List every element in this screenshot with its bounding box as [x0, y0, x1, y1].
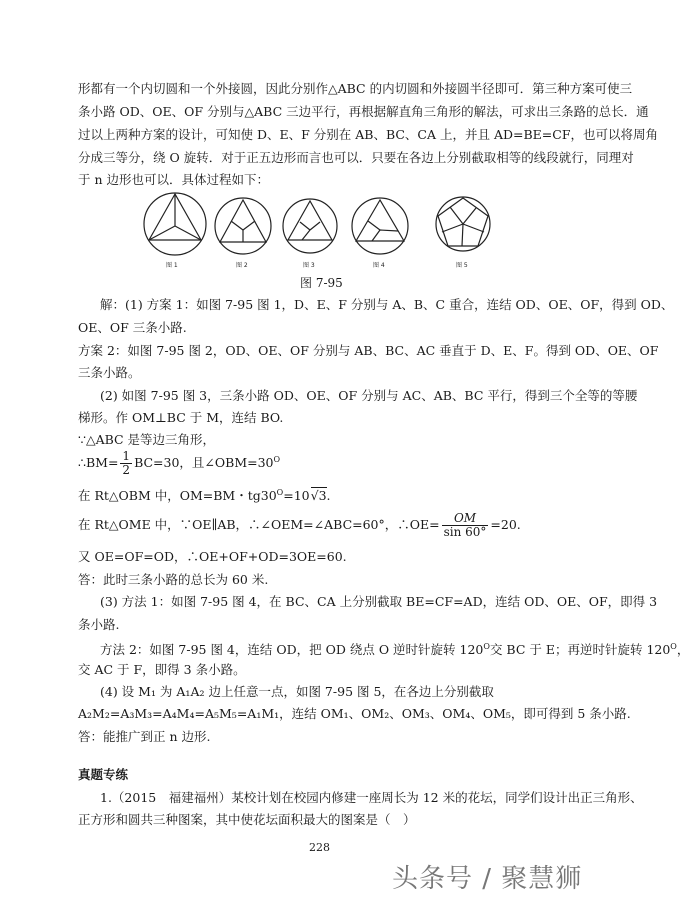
text-line: 1.（2015 福建福州）某校计划在校园内修建一座周长为 12 米的花坛，同学们设计出正三角形、 [100, 790, 643, 805]
text-line: 分成三等分，绕 O 旋转．对于正五边形而言也可以．只要在各边上分别截取相等的线段就行，同理对 [78, 150, 634, 165]
figure-1-label: 图 1 [166, 262, 178, 269]
figure-5 [436, 197, 490, 251]
text-line: (2) 如图 7-95 图 3，三条小路 OD、OE、OF 分别与 AC、AB、BC 平行，得到三个全等的等腰 [100, 388, 638, 403]
text-line: 答：此时三条小路的总长为 60 米. [78, 572, 269, 587]
text-line: 方案 2：如图 7-95 图 2，OD、OE、OF 分别与 AB、BC、AC 垂直于 D、E、F。得到 OD、OE、OF [78, 343, 659, 358]
figure-2-label: 图 2 [236, 262, 248, 269]
text-line: ∵△ABC 是等边三角形， [78, 432, 216, 447]
figure-3-label: 图 3 [303, 262, 315, 269]
figure-1 [144, 193, 206, 255]
formula-om: 在 Rt△OBM 中，OM=BM・$tg30^O=10√3$. [78, 488, 331, 504]
text-line: 交 AC 于 F，即得 3 条小路。 [78, 662, 246, 677]
text-line: 三条小路。 [78, 365, 141, 380]
text-line: 于 n 边形也可以．具体过程如下： [78, 172, 269, 187]
text-line: 正方形和圆共三种图案，其中使花坛面积最大的图案是（ ） [78, 812, 416, 827]
text-line: 条小路 OD、OE、OF 分别与△ABC 三边平行，再根据解直角三角形的解法，可求出三条路的总长．通 [78, 104, 649, 119]
text-line: A₂M₂=A₃M₃=A₄M₄=A₅M₅=A₁M₁，连结 OM₁、OM₂、OM₃、OM₄、OM₅，即可得到 5 条小路. [78, 706, 631, 721]
page-number: 228 [309, 841, 330, 854]
watermark: 头条号 / 聚慧狮 [392, 864, 583, 894]
text-line: 解：(1) 方案 1：如图 7-95 图 1，D、E、F 分别与 A、B、C 重合，连结 OD、OE、OF，得到 OD、 [100, 297, 674, 312]
section-heading: 真题专练 [78, 767, 129, 782]
figure-5-label: 图 5 [456, 262, 468, 269]
figure-7-95 [140, 188, 500, 270]
figure-3 [283, 199, 337, 253]
text-line: 梯形。作 OM⊥BC 于 M，连结 BO. [78, 410, 284, 425]
text-line: 条小路. [78, 617, 120, 632]
text-line: 过以上两种方案的设计，可知使 D、E、F 分别在 AB、BC、CA 上，并且 AD=BE=CF，也可以将周角 [78, 127, 659, 142]
text-line: (3) 方法 1：如图 7-95 图 4，在 BC、CA 上分别截取 BE=CF=AD，连结 OD、OE、OF，即得 3 [100, 594, 658, 609]
figure-4-label: 图 4 [373, 262, 385, 269]
text-line: 方法 2：如图 7-95 图 4，连结 OD，把 OD 绕点 O 逆时针旋转 $120^O$交 BC 于 E；再逆时针旋转 $120^O$， [100, 642, 689, 658]
figure-4 [352, 198, 408, 254]
text-line: (4) 设 M₁ 为 A₁A₂ 边上任意一点，如图 7-95 图 5，在各边上分别截取 [100, 684, 494, 699]
text-line: 答：能推广到正 n 边形. [78, 729, 211, 744]
text-line: 形都有一个内切圆和一个外接圆，因此分别作△ABC 的内切圆和外接圆半径即可．第三种方案可使三 [78, 81, 633, 96]
text-line: OE、OF 三条小路. [78, 320, 187, 335]
figure-caption: 图 7-95 [300, 276, 343, 290]
figure-2 [215, 198, 271, 254]
formula-oe: 在 Rt△OME 中，∵OE∥AB，∴∠OEM=∠ABC=60°，∴OE= $\frac{OM}{\sin 60^\circ}$ =20. [78, 511, 521, 539]
formula-bm: ∴BM= $\frac{1}{2}$ BC=30，且$\angle OBM=30^O$ [78, 449, 281, 477]
text-line: 又 OE=OF=OD，∴OE+OF+OD=3OE=60. [78, 549, 347, 564]
